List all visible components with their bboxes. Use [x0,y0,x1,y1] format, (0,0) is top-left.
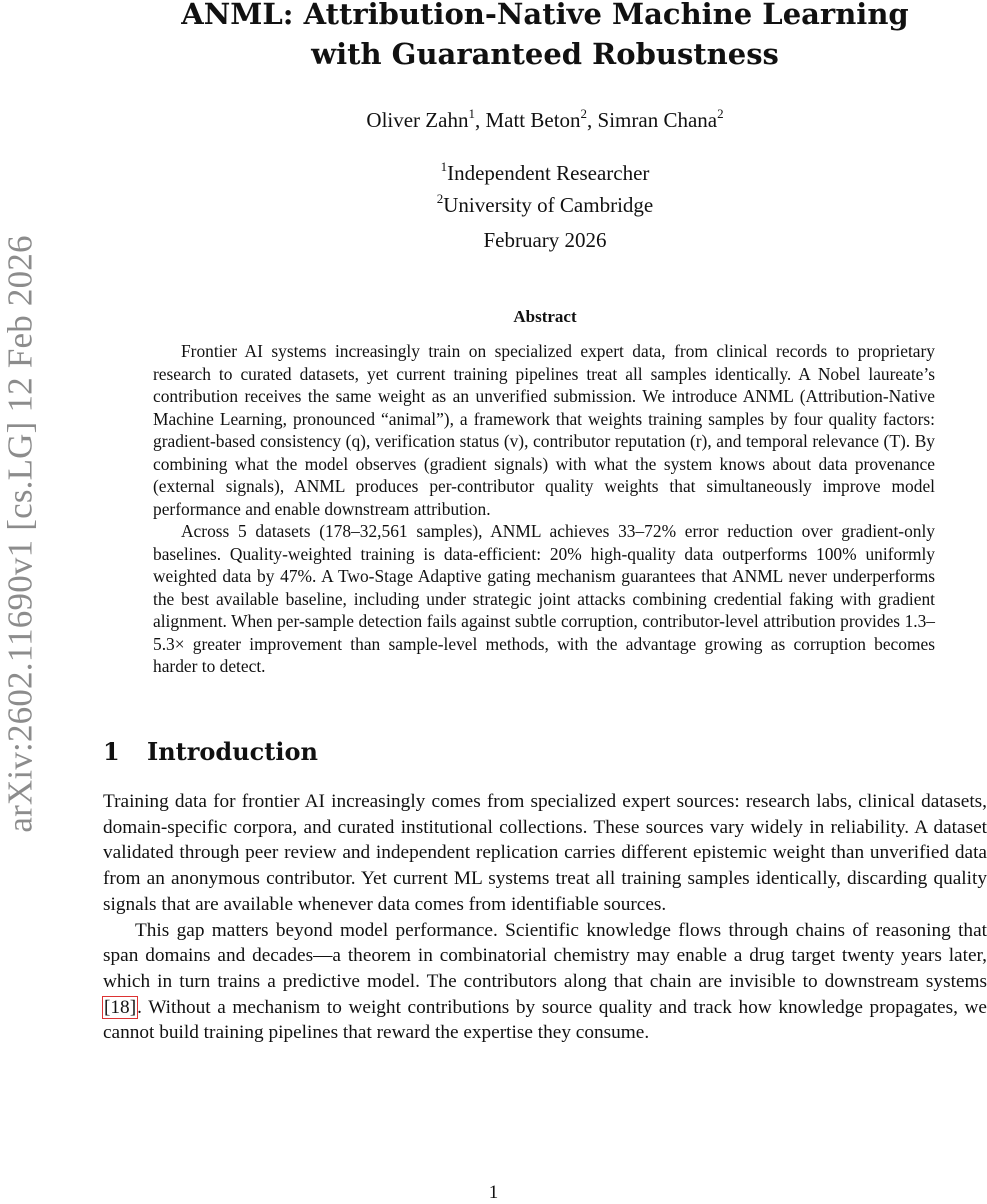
arxiv-identifier-stamp: arXiv:2602.11690v1 [cs.LG] 12 Feb 2026 [0,235,40,833]
publication-date: February 2026 [483,228,607,252]
section-title: Introduction [147,737,318,766]
title-line-1: ANML: Attribution-Native Machine Learning [181,0,909,31]
author-separator: , [474,108,486,132]
abstract-paragraph: Frontier AI systems increasingly train on specialized expert data, from clinical records to proprietary research to curated datasets, yet current training pipelines treat all samples identically. A Nobel laureate’s contribution receives the same weight as an unverified submission. We introduce ANML (Attribution-Native Machine Learning, pronounced “animal”), a framework that weights training samples by four quality factors: gradient-based consistency (q), verification status (v), contributor reputation (r), and temporal relevance (T). By combining what the model observes (gradient signals) with what the system knows about data provenance (external signals), ANML produces per-contributor quality weights that simultaneously improve model performance and enable downstream attribution. [153,341,935,519]
paper-title [120,0,970,74]
body-paragraph: Training data for frontier AI increasingly comes from specialized expert sources: research labs, clinical datasets, domain-specific corpora, and curated institutional collections. These sources vary widely in reliability. A dataset validated through peer review and independent replication carries different epistemic weight than unverified data from an anonymous contributor. Yet current ML systems treat all training samples identically, discarding quality signals that are available whenever data comes from identifiable sources. [103,791,987,915]
author-name: Oliver Zahn [366,108,469,132]
affiliation-item [120,186,970,218]
affiliation-mark: 2 [580,106,588,121]
affiliation-name: Independent Researcher [447,161,650,185]
affiliation-item [120,154,970,186]
citation-link[interactable]: [18] [104,996,137,1018]
abstract-body [153,340,935,678]
paragraph-text: This gap matters beyond model performance. Scientific knowledge flows through chains of reasoning that span domains and decades—a theorem in combinatorial chemistry may enable a drug target twenty years later, which in turn trains a predictive model. The contributors along that chain are invisible to downstream systems [103,919,987,992]
affiliation-mark: 2 [436,191,444,206]
title-line-2: with Guaranteed Robustness [311,37,779,71]
author-separator: , [587,108,598,132]
abstract-paragraph: Across 5 datasets (178–32,561 samples), ANML achieves 33–72% error reduction over gradient-only baselines. Quality-weighted training is data-efficient: 20% high-quality data outperforms 100% uniformly weighted data by 47%. A Two-Stage Adaptive gating mechanism guarantees that ANML never underperforms the best available baseline, including under strategic joint attacks combining credential faking with gradient alignment. When per-sample detection fails against subtle corruption, contributor-level attribution provides 1.3–5.3× greater improvement than sample-level methods, with the advantage growing as corruption becomes harder to detect. [153,521,935,676]
paragraph-text: . Without a mechanism to weight contributions by source quality and track how knowledge propagates, we cannot build training pipelines that reward the expertise they consume. [103,996,987,1044]
section-number: 1 [103,737,120,766]
affiliation-list [120,154,970,218]
body-paragraph [103,918,987,1047]
introduction-body [103,789,987,1046]
abstract-heading: Abstract [513,307,577,326]
affiliation-name: University of Cambridge [443,193,654,217]
author-list [120,100,970,134]
section-heading [103,735,963,769]
author-name: Simran Chana [597,108,718,132]
affiliation-mark: 1 [440,159,448,174]
affiliation-mark: 2 [717,106,724,121]
page-number: 1 [488,1182,499,1203]
affiliation-mark: 1 [468,106,475,121]
author-name: Matt Beton [485,108,581,132]
